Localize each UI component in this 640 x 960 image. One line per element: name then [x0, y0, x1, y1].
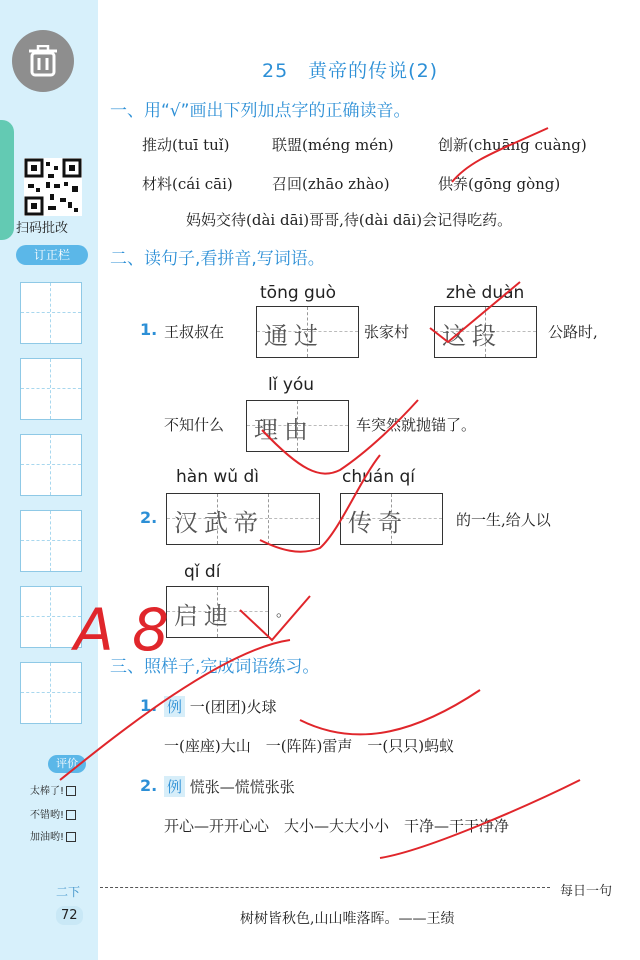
exercise-line: 一(座座)大山 一(阵阵)雷声 一(只只)蚂蚁	[164, 737, 455, 755]
check-mark	[452, 128, 548, 182]
pronunciation-item: 材料(cái cāi)	[142, 175, 233, 193]
check-mark	[240, 596, 310, 640]
section-heading-3: 三、照样子,完成词语练习。	[110, 657, 320, 677]
pronunciation-sentence: 妈妈交待(dài dāi)哥哥,待(dài dāi)会记得吃药。	[186, 211, 513, 229]
sentence-text: 。	[276, 602, 292, 620]
question-number: 2.	[140, 776, 158, 795]
question-number: 1.	[140, 320, 158, 339]
pinyin-prompt: zhè duàn	[446, 283, 525, 303]
example-tag: 例	[164, 776, 185, 797]
check-mark	[300, 690, 480, 734]
correction-column-label: 订正栏	[16, 245, 88, 265]
handwritten-answer: 通过	[264, 322, 324, 350]
check-mark	[380, 780, 580, 858]
check-mark	[430, 282, 520, 342]
pinyin-prompt: qǐ dí	[184, 562, 221, 582]
grade-score: A 8	[74, 596, 170, 664]
question-number: 1.	[140, 696, 158, 715]
eval-option-great[interactable]: 太棒了!	[30, 782, 76, 797]
handwritten-answer: 这段	[442, 322, 502, 350]
pinyin-prompt: tōng guò	[260, 283, 337, 303]
handwritten-answer: 启迪	[174, 602, 234, 630]
handwritten-answer: 传奇	[348, 509, 408, 537]
page-title: 25 黄帝的传说(2)	[262, 60, 439, 82]
sentence-text: 张家村	[364, 323, 410, 341]
evaluation-label: 评价	[48, 755, 86, 773]
handwritten-answer: 理由	[254, 416, 314, 444]
sentence-text: 的一生,给人以	[456, 511, 551, 529]
grade-label: 二下	[56, 885, 81, 899]
pinyin-prompt: hàn wǔ dì	[176, 467, 259, 487]
eval-option-good[interactable]: 不错哟!	[30, 806, 76, 821]
daily-quote: 树树皆秋色,山山唯落晖。——王绩	[240, 911, 455, 927]
pronunciation-item: 创新(chuāng cuàng)	[438, 136, 587, 154]
eval-option-keep-going[interactable]: 加油哟!	[30, 828, 76, 843]
pinyin-prompt: chuán qí	[342, 467, 416, 487]
pinyin-prompt: lǐ yóu	[268, 375, 315, 395]
sentence-text: 王叔叔在	[164, 323, 225, 341]
page-number: 72	[56, 906, 83, 925]
sentence-text: 公路时,	[548, 323, 598, 341]
sentence-text: 车突然就抛锚了。	[356, 416, 477, 434]
exercise-line: 开心—开开心心 大小—大大小小 干净—干干净净	[164, 817, 510, 835]
example-text: 慌张—慌慌张张	[189, 778, 295, 796]
check-mark	[260, 455, 380, 552]
section-heading-2: 二、读句子,看拼音,写词语。	[110, 249, 325, 269]
qr-label: 扫码批改	[16, 221, 69, 236]
pronunciation-item: 召回(zhāo zhào)	[272, 175, 390, 193]
pronunciation-item: 联盟(méng mén)	[272, 136, 394, 154]
handwritten-answer: 汉武帝	[174, 509, 264, 537]
sentence-text: 不知什么	[164, 416, 225, 434]
section-heading-1: 一、用“√”画出下列加点字的正确读音。	[110, 101, 411, 121]
pronunciation-item: 推动(tuī tuǐ)	[142, 136, 230, 154]
pronunciation-item: 供养(gōng gòng)	[438, 175, 561, 193]
question-number: 2.	[140, 508, 158, 527]
daily-quote-label: 每日一句	[560, 884, 613, 899]
check-mark	[262, 400, 418, 474]
example-tag: 例	[164, 696, 185, 717]
example-text: 一(团团)火球	[189, 698, 277, 716]
